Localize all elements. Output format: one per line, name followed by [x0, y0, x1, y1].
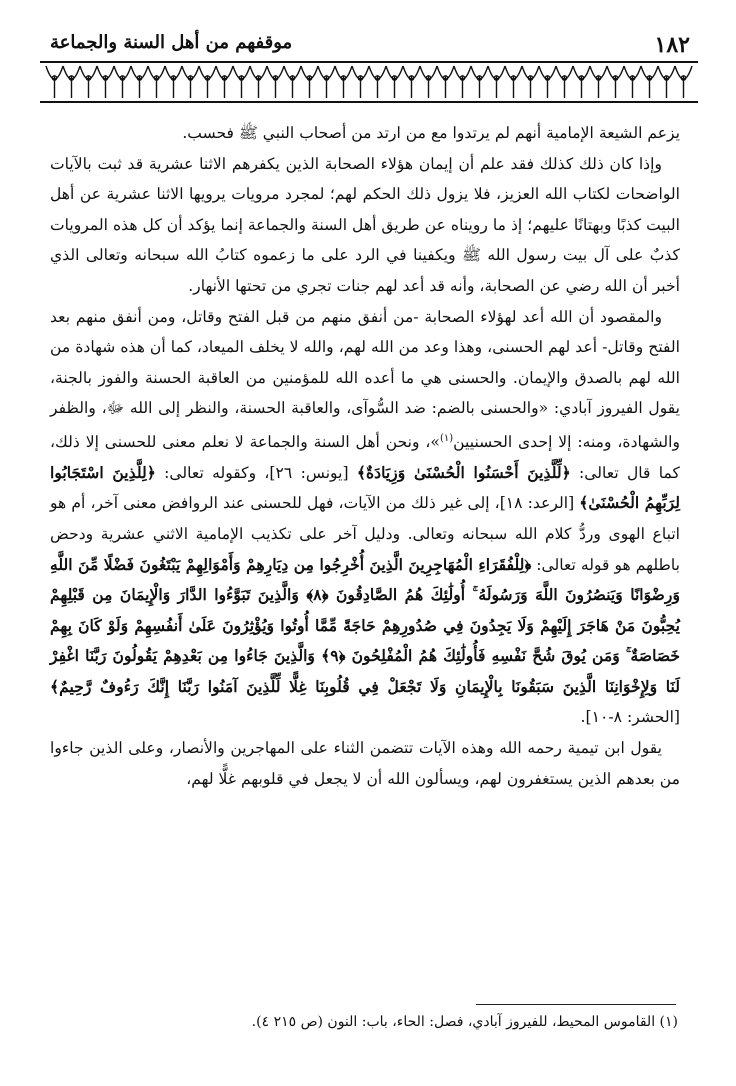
ornament-motif: [63, 66, 80, 98]
ornament-motif: [148, 66, 165, 98]
ornament-motif: [471, 66, 488, 98]
ornament-motif: [114, 66, 131, 98]
ornament-motif: [420, 66, 437, 98]
ornament-motif: [658, 66, 675, 98]
footnote-marker: (١): [439, 432, 454, 444]
page-header: [40, 32, 698, 58]
paragraph-2: وإذا كان ذلك كذلك فقد علم أن إيمان هؤلاء الصحابة الذين يكفرهم الاثنا عشرية قد ثبت بالآيات الواضحات لكتاب الله العزيز، فلا يزول ذلك الحكم لهم؛ لمجرد مرويات يرويها الاثنا عشرية عن أهل البيت كذبًا وبهتانًا عليهم؛ إذ ما رويناه عن طريق أهل السنة والجماعة إنما يؤكد أن كل هذه المرويات كذبٌ على آل بيت رسول الله ﷺ ويكفينا في الرد على ما زعموه كتابُ الله سبحانه وتعالى الذي أخبر أن الله رضي عن الصحابة، وأنه قد أعد لهم جنات تجري من تحتها الأنهار.: [50, 154, 680, 295]
page-number: ١٨٢: [654, 32, 690, 58]
quran-verse-yunus: ﴿لِّلَّذِينَ أَحْسَنُوا الْحُسْنَىٰ وَزِيَادَةٌ﴾: [356, 462, 571, 482]
ornament-motif: [624, 66, 641, 98]
ornament-motif: [97, 66, 114, 98]
ornament-motif: [369, 66, 386, 98]
ornament-motif: [590, 66, 607, 98]
paragraph-3-part-e: [الحشر: ٨-١٠].: [580, 708, 680, 727]
quran-verse-raad: ﴿لِلَّذِينَ اسْتَجَابُوا لِرَبِّهِمُ الْحُسْنَىٰ﴾: [50, 462, 681, 513]
ornament-motif: [165, 66, 182, 98]
paragraph-3-part-d: [الرعد: ١٨]، إلى غير ذلك من الآيات، فهل للحسنى عند الروافض معنى آخر، أم هو اتباع الهوى وردُّ كلام الله سبحانه وتعالى. ودليل آخر على تكذيب الإمامية الاثني عشرية ودحض باطلهم هو قوله تعالى:: [50, 494, 680, 574]
ornament-motif: [233, 66, 250, 98]
decorative-border-ornament: [40, 58, 698, 108]
ornament-motif: [250, 66, 267, 98]
footnote-divider: [476, 1004, 676, 1005]
ornament-motif: [505, 66, 522, 98]
ornament-motif: [522, 66, 539, 98]
ornament-motif: [386, 66, 403, 98]
quran-verse-hashr: ﴿لِلْفُقَرَاءِ الْمُهَاجِرِينَ الَّذِينَ أُخْرِجُوا مِن دِيَارِهِمْ وَأَمْوَالِهِمْ يَبْتَغُونَ فَضْلًا مِّنَ اللَّهِ وَرِضْوَانًا وَيَنصُرُونَ اللَّهَ وَرَسُولَهُ ۚ أُولَٰئِكَ هُمُ الصَّادِقُونَ ﴿٨﴾ وَالَّذِينَ تَبَوَّءُوا الدَّارَ وَالْإِيمَانَ مِن قَبْلِهِمْ يُحِبُّونَ مَنْ هَاجَرَ إِلَيْهِمْ وَلَا يَجِدُونَ فِي صُدُورِهِمْ حَاجَةً مِّمَّا أُوتُوا وَيُؤْثِرُونَ عَلَىٰ أَنفُسِهِمْ وَلَوْ كَانَ بِهِمْ خَصَاصَةٌ ۚ وَمَن يُوقَ شُحَّ نَفْسِهِ فَأُولَٰئِكَ هُمُ الْمُفْلِحُونَ ﴿٩﴾ وَالَّذِينَ جَاءُوا مِن بَعْدِهِمْ يَقُولُونَ رَبَّنَا اغْفِرْ لَنَا وَلِإِخْوَانِنَا الَّذِينَ سَبَقُونَا بِالْإِيمَانِ وَلَا تَجْعَلْ فِي قُلُوبِنَا غِلًّا لِّلَّذِينَ آمَنُوا رَبَّنَا إِنَّكَ رَءُوفٌ رَّحِيمٌ﴾: [50, 554, 680, 696]
ornament-motif: [539, 66, 556, 98]
ornament-motif: [573, 66, 590, 98]
ornament-motif: [318, 66, 335, 98]
ornament-motif: [641, 66, 658, 98]
ornament-motif: [267, 66, 284, 98]
ornament-motif: [437, 66, 454, 98]
footnote: (١) القاموس المحيط، للفيروز آبادي، فصل: الحاء، باب: النون (ص ٢١٥ ٤).: [251, 1014, 678, 1030]
ornament-motif: [199, 66, 216, 98]
paragraph-3-part-c: [يونس: ٢٦]، وكقوله تعالى:: [155, 463, 357, 482]
ornament-motif: [556, 66, 573, 98]
ornament-motif: [335, 66, 352, 98]
paragraph-4: يقول ابن تيمية رحمه الله وهذه الآيات تتضمن الثناء على المهاجرين والأنصار، وعلى الذين جاءوا من بعدهم الذين يستغفرون لهم، ويسألون الله أن لا يجعل في قلوبهم غلًّا لهم،: [50, 739, 680, 788]
ornament-motif: [675, 66, 692, 98]
ornament-motif: [80, 66, 97, 98]
paragraph-3-part-a: والمقصود أن الله أعد لهؤلاء الصحابة -من أنفق منهم من قبل الفتح وقاتل، ومن أنفق منهم بعد الفتح وقاتل- أعد لهم الحسنى، وهذا وعد من الله لهم، والله لا يخلف الميعاد، كما أن هذه شهادة من الله لهم بالصدق والإيمان. والحسنى هي ما أعده الله للمؤمنين من العاقبة الحسنة والفوز بالجنة، يقول الفيروز آبادي: «والحسنى بالضم: ضد السُّوآى، والعاقبة الحسنة، والنظر إلى الله ﷻ، والظفر والشهادة، ومنه: إلا إحدى الحسنيين: [50, 307, 680, 452]
paragraph-3: [50, 302, 680, 734]
ornament-motif: [284, 66, 301, 98]
ornament-motif: [454, 66, 471, 98]
main-text: [50, 118, 680, 794]
ornament-motif: [182, 66, 199, 98]
ornament-motif: [216, 66, 233, 98]
paragraph-3-part-b: »، ونحن أهل السنة والجماعة لا نعلم معنى للحسنى إلا ذلك، كما قال تعالى:: [50, 433, 680, 482]
ornament-motif: [403, 66, 420, 98]
ornament-motif: [301, 66, 318, 98]
running-title: موقفهم من أهل السنة والجماعة: [50, 32, 293, 53]
paragraph-1: يزعم الشيعة الإمامية أنهم لم يرتدوا مع من ارتد من أصحاب النبي ﷺ فحسب.: [182, 124, 680, 142]
ornament-motif: [488, 66, 505, 98]
ornament-motif: [352, 66, 369, 98]
ornament-motif: [131, 66, 148, 98]
ornament-motif: [607, 66, 624, 98]
ornament-motif: [46, 66, 63, 98]
